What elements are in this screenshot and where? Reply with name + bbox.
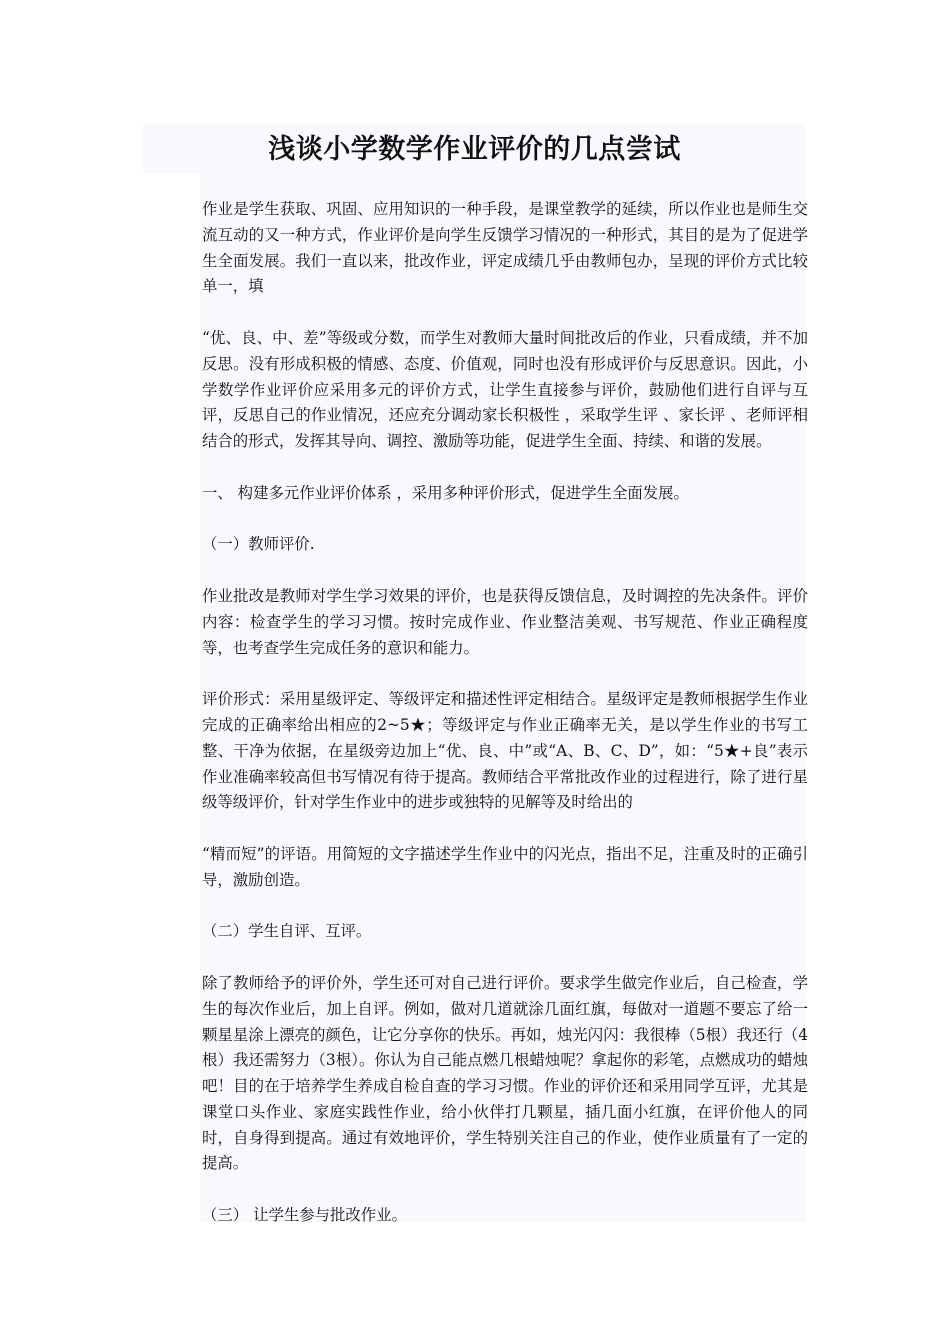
section-heading-1: 一、 构建多元作业评价体系 ，采用多种评价形式，促进学生全面发展。 [202,483,689,502]
paragraph-intro: 作业是学生获取、巩固、应用知识的一种手段，是课堂教学的延续，所以作业也是师生交流互动的又一种方式，作业评价是向学生反馈学习情况的一种形式，其目的是为了促进学生全面发展。我们一直以来，批改作业，评定成绩几乎由教师包办，呈现的评价方式比较单一，填 [202,200,808,296]
paragraph-student-eval: 除了教师给予的评价外，学生还可对自己进行评价。要求学生做完作业后，自己检查，学生的每次作业后，加上自评。例如，做对几道就涂几面红旗，每做对一道题不要忘了给一颗星星涂上漂亮的颜色，让它分享你的快乐。再如，烛光闪闪：我很棒（5根）我还行（4根）我还需努力（3根）。你认为自己能点燃几根蜡烛呢？拿起你的彩笔，点燃成功的蜡烛吧！目的在于培养学生养成自检自查的学习习惯。作业的评价还和采用同学互评，尤其是课堂口头作业、家庭实践性作业，给小伙伴打几颗星，插几面小红旗，在评价他人的同时，自身得到提高。通过有效地评价，学生特别关注自己的作业，使作业质量有了一定的提高。 [202,973,808,1173]
paragraph-grading: “优、良、中、差”等级或分数，而学生对教师大量时间批改后的作业，只看成绩，并不加反思。没有形成积极的情感、态度、价值观，同时也没有形成评价与反思意识。因此，小学数学作业评价应采用多元的评价方式，让学生直接参与评价，鼓励他们进行自评与互评，反思自己的作业情况，还应充分调动家长积极性 ，采取学生评 、家长评 、老师评相结合的形式，发挥其导向、调控、激励等功能，促进学生全面、持续、和谐的发展。 [202,328,808,451]
subsection-heading-student: （二）学生自评、互评。 [202,922,372,941]
paragraph-teacher-form: 评价形式：采用星级评定、等级评定和描述性评定相结合。星级评定是教师根据学生作业完成的正确率给出相应的2~5★；等级评定与作业正确率无关，是以学生作业的书写工整、干净为依据，在星级旁边加上“优、良、中”或“A、B、C、D”，如：“5★+良”表示作业准确率较高但书写情况有待于提高。教师结合平常批改作业的过程进行，除了进行星级等级评价，针对学生作业中的进步或独特的见解等及时给出的 [202,690,808,812]
paragraph-comments: “精而短”的评语。用简短的文字描述学生作业中的闪光点，指出不足，注重及时的正确引导，激励创造。 [202,844,808,889]
paragraph-teacher-content: 作业批改是教师对学生学习效果的评价，也是获得反馈信息，及时调控的先决条件。评价内容：检查学生的学习习惯。按时完成作业、作业整洁美观、书写规范、作业正确程度等，也考查学生完成任务的意识和能力。 [202,586,808,657]
subsection-heading-participate: （三） 让学生参与批改作业。 [202,1206,407,1225]
subsection-heading-teacher: （一）教师评价. [202,535,315,554]
document-body [202,197,808,1229]
document-title: 浅谈小学数学作业评价的几点尝试 [268,134,681,165]
